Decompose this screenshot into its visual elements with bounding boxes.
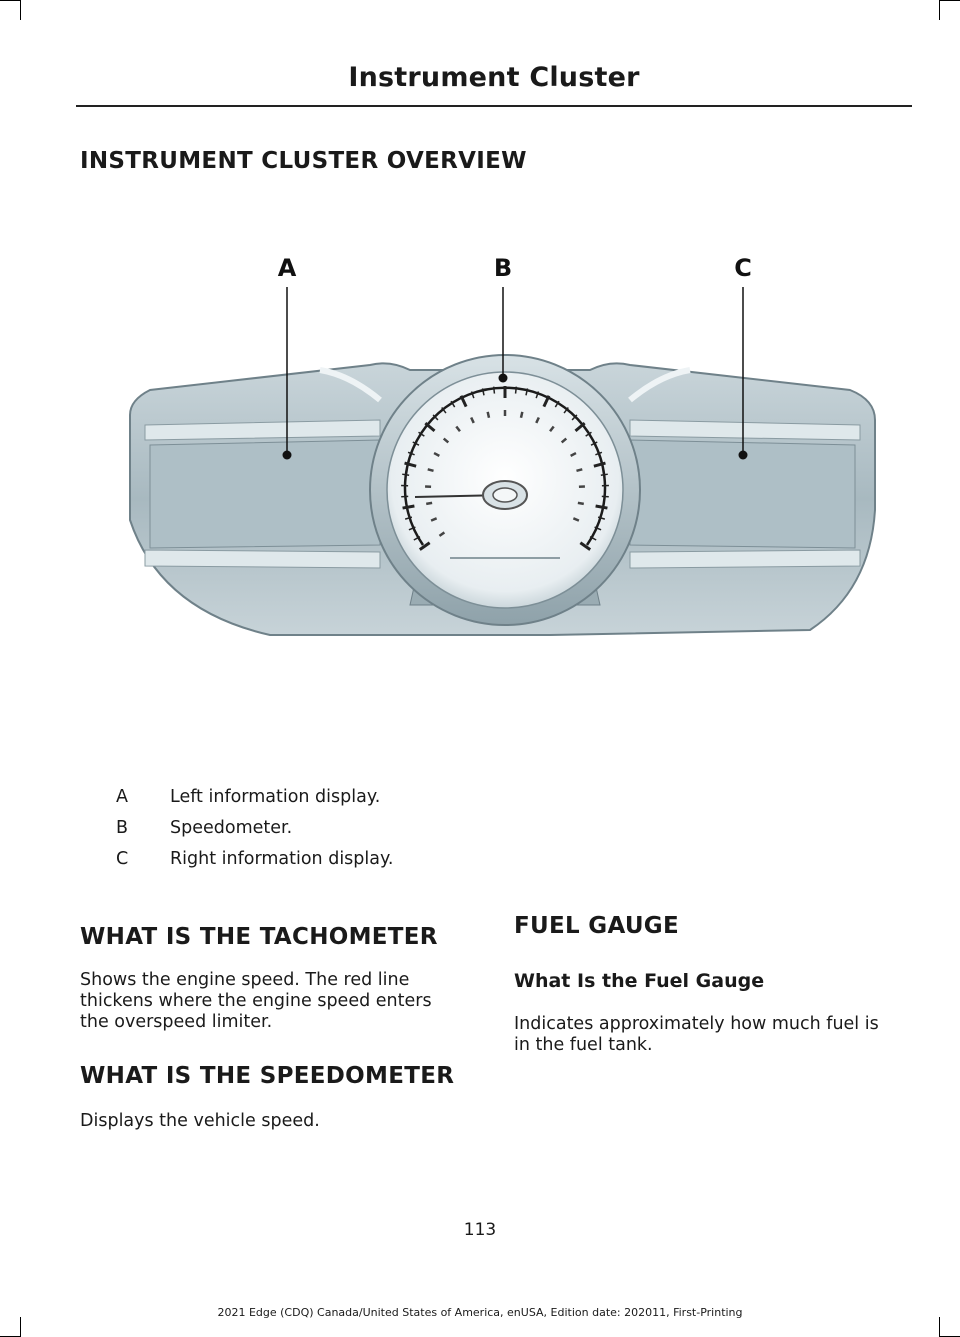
crop-mark	[0, 0, 20, 1]
fuel-gauge-subheading: What Is the Fuel Gauge	[514, 970, 765, 992]
page-header-title: Instrument Cluster	[348, 62, 640, 93]
tachometer-text	[80, 970, 480, 1033]
section-title: INSTRUMENT CLUSTER OVERVIEW	[80, 148, 527, 174]
fuel-line: in the fuel tank.	[514, 1035, 653, 1055]
dial-tick	[601, 474, 608, 475]
crop-mark	[940, 0, 960, 1]
callout-key: C	[116, 849, 129, 869]
dial-inner-tick	[488, 412, 489, 418]
dial-tick	[596, 506, 608, 508]
instrument-cluster-illustration	[90, 240, 910, 710]
crop-mark	[939, 1317, 940, 1337]
callout-text: Right information display.	[170, 849, 394, 869]
crop-mark	[20, 0, 21, 20]
callout-text: Speedometer.	[170, 818, 293, 838]
callout-key: A	[116, 787, 128, 807]
speedometer-heading: WHAT IS THE SPEEDOMETER	[80, 1063, 455, 1089]
tachometer-line: the overspeed limiter.	[80, 1012, 273, 1032]
page-footer: 2021 Edge (CDQ) Canada/United States of America, enUSA, Edition date: 202011, First-Printing	[217, 1306, 743, 1319]
instrument-cluster-figure	[90, 240, 910, 710]
dial-inner-tick	[576, 469, 582, 471]
fuel-gauge-heading: FUEL GAUGE	[514, 913, 679, 939]
fuel-gauge-text	[514, 1014, 914, 1056]
page-number: 113	[463, 1220, 497, 1240]
header-rule	[76, 105, 912, 107]
dial-inner-tick	[578, 503, 584, 504]
dial-tick	[403, 506, 415, 508]
dial-tick	[402, 474, 409, 475]
fuel-line: Indicates approximately how much fuel is	[514, 1014, 879, 1034]
dial-inner-tick	[521, 412, 522, 418]
marker-a: A	[277, 254, 297, 282]
tachometer-heading: WHAT IS THE TACHOMETER	[80, 924, 438, 950]
callout-key: B	[116, 818, 129, 838]
dial-inner-tick	[426, 503, 432, 504]
crop-mark	[20, 1317, 21, 1337]
dial-tick	[494, 387, 495, 394]
marker-c: C	[734, 254, 752, 282]
dial-inner-tick	[428, 469, 434, 471]
tachometer-line: thickens where the engine speed enters	[80, 991, 432, 1011]
crop-mark	[939, 0, 940, 20]
speedometer-text: Displays the vehicle speed.	[80, 1111, 320, 1131]
callout-text: Left information display.	[170, 787, 381, 807]
dial-tick	[516, 387, 517, 394]
marker-b: B	[493, 254, 513, 282]
tachometer-line: Shows the engine speed. The red line	[80, 970, 410, 990]
